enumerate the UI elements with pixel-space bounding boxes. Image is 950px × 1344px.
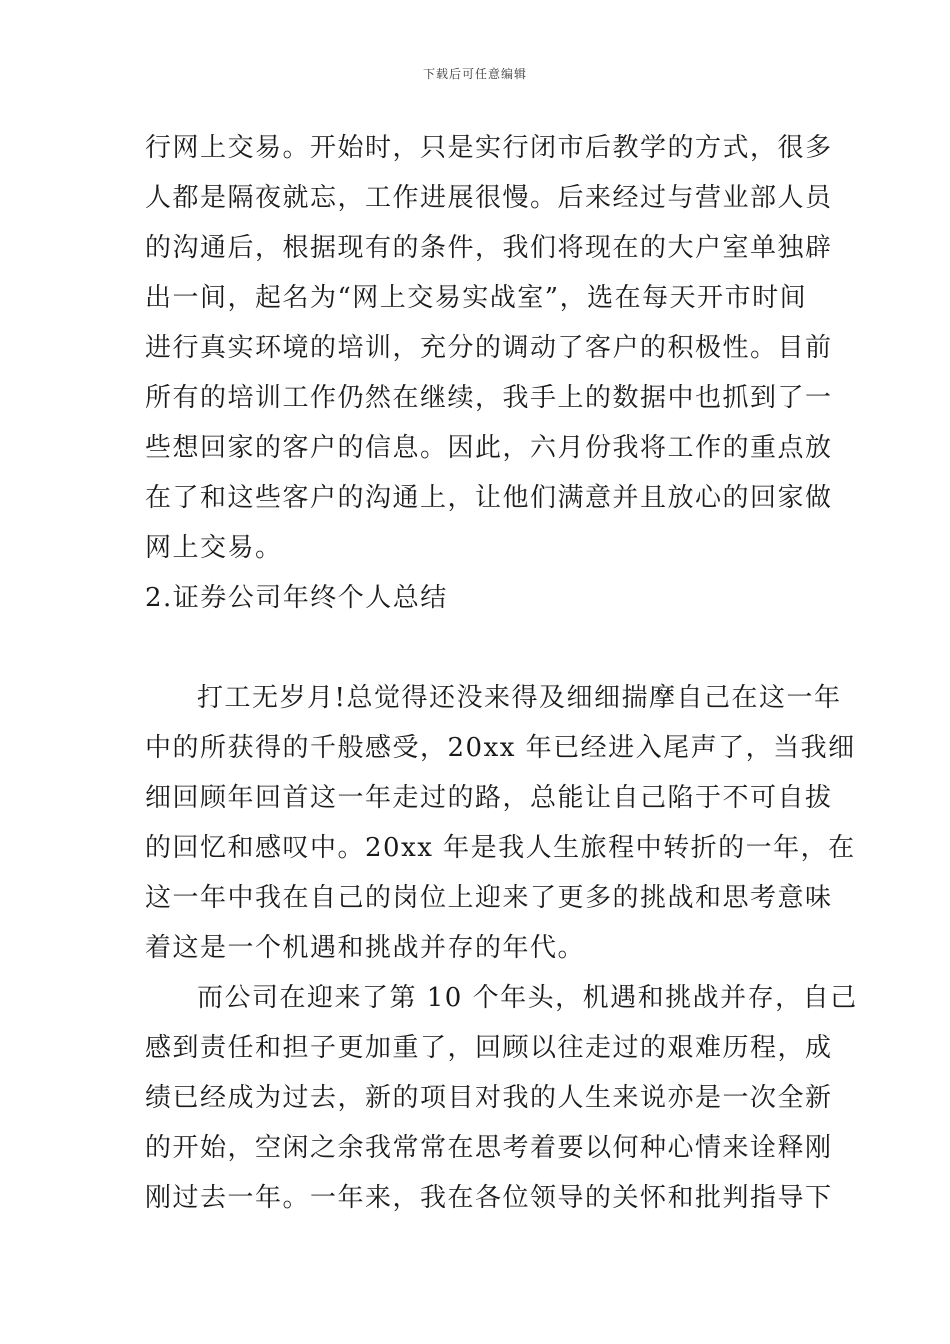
text-line: 网上交易。 (145, 533, 283, 563)
text-line: 的沟通后，根据现有的条件，我们将现在的大户室单独辟 (145, 233, 833, 263)
text-line: 所有的培训工作仍然在继续，我手上的数据中也抓到了一 (145, 383, 833, 413)
page-header: 下载后可任意编辑 (422, 67, 527, 81)
text-line: 细回顾年回首这一年走过的路，总能让自己陷于不可自拔 (145, 783, 833, 813)
text-line: 人都是隔夜就忘，工作进展很慢。后来经过与营业部人员 (145, 183, 833, 213)
paragraph-first-line: 而公司在迎来了第 10 个年头，机遇和挑战并存，自己 (197, 983, 858, 1013)
paragraph-first-line: 打工无岁月!总觉得还没来得及细细揣摩自己在这一年 (197, 683, 842, 713)
text-line: 的回忆和感叹中。20xx 年是我人生旅程中转折的一年，在 (145, 833, 856, 863)
text-line: 感到责任和担子更加重了，回顾以往走过的艰难历程，成 (145, 1033, 833, 1063)
text-line: 行网上交易。开始时，只是实行闭市后教学的方式，很多 (145, 133, 833, 163)
text-line: 进行真实环境的培训，充分的调动了客户的积极性。目前 (145, 333, 833, 363)
section-heading: 2.证券公司年终个人总结 (145, 583, 448, 613)
text-line: 绩已经成为过去，新的项目对我的人生来说亦是一次全新 (145, 1083, 833, 1113)
text-line: 刚过去一年。一年来，我在各位领导的关怀和批判指导下 (145, 1183, 833, 1213)
text-line: 这一年中我在自己的岗位上迎来了更多的挑战和思考意味 (145, 883, 833, 913)
text-line: 在了和这些客户的沟通上，让他们满意并且放心的回家做 (145, 483, 833, 513)
text-line: 些想回家的客户的信息。因此，六月份我将工作的重点放 (145, 433, 833, 463)
text-line: 着这是一个机遇和挑战并存的年代。 (145, 933, 586, 963)
text-line: 的开始，空闲之余我常常在思考着要以何种心情来诠释刚 (145, 1133, 833, 1163)
text-line: 中的所获得的千般感受，20xx 年已经进入尾声了，当我细 (145, 733, 856, 763)
text-line: 出一间，起名为“网上交易实战室”，选在每天开市时间 (145, 283, 808, 313)
